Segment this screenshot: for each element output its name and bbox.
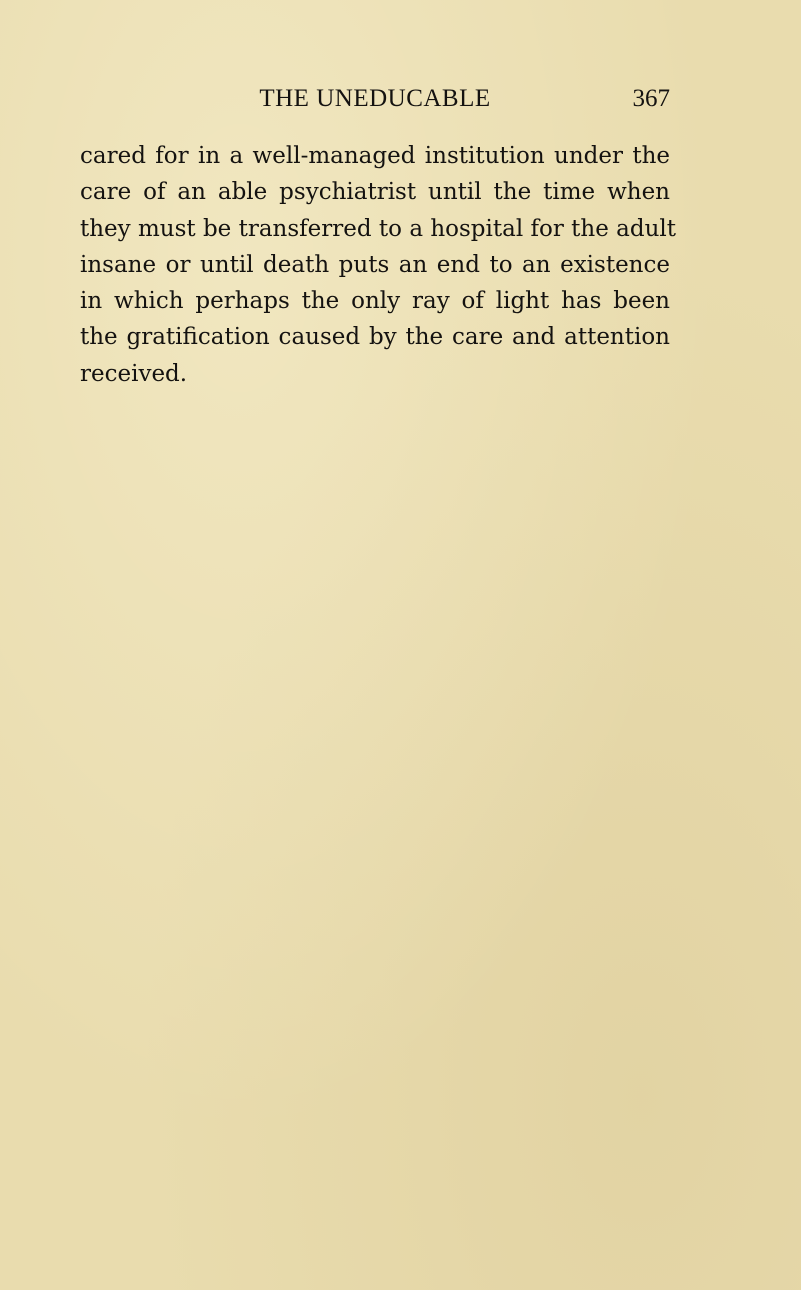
text-line: care of an able psychiatrist until the time when [80, 179, 670, 206]
running-title: THE UNEDUCABLE [259, 85, 491, 112]
text-line: insane or until death puts an end to an existence [80, 251, 670, 278]
text-line: the gratification caused by the care and attention [80, 324, 670, 351]
text-line: they must be transferred to a hospital for the adult [80, 215, 677, 242]
text-line: received. [80, 360, 188, 387]
page-number: 367 [632, 85, 670, 112]
running-head [80, 82, 670, 116]
body-paragraph [80, 138, 677, 392]
text-line: cared for in a well-managed institution under the [80, 143, 670, 169]
text-line: in which perhaps the only ray of light has been [80, 288, 670, 315]
